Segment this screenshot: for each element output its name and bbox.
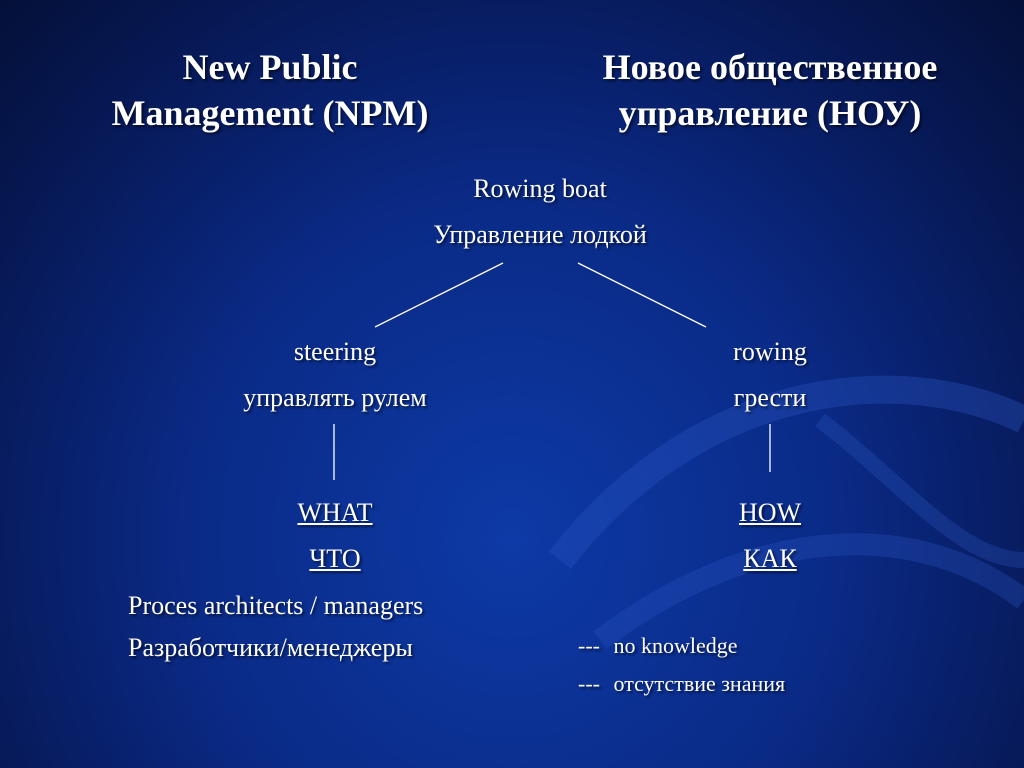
right-label-en: rowing: [733, 337, 807, 366]
connector-root-left: [375, 263, 503, 327]
left-label-ru: управлять рулем: [243, 383, 427, 412]
right-node: [670, 329, 870, 421]
right-note-2-dash: ---: [578, 671, 600, 696]
title-left-line1: New Public: [182, 47, 358, 87]
left-notes: [128, 585, 423, 669]
how-label: HOW: [738, 498, 802, 527]
right-note-1-dash: ---: [578, 633, 600, 658]
right-label-ru: грести: [733, 383, 807, 412]
root-label-ru: Управление лодкой: [433, 220, 647, 249]
title-right-line2: управление (НОУ): [618, 93, 922, 133]
right-note-2: [578, 665, 785, 703]
kak-label: КАК: [743, 544, 797, 573]
left-node: [185, 329, 485, 421]
title-left-line2: Management (NPM): [111, 93, 429, 133]
connector-root-right: [578, 263, 706, 327]
left-question: [235, 490, 435, 582]
right-notes: [578, 627, 785, 703]
right-note-1: [578, 627, 785, 665]
chto-label: ЧТО: [309, 544, 361, 573]
right-note-1-text: no knowledge: [613, 633, 738, 658]
right-question: [670, 490, 870, 582]
title-right-line1: Новое общественное: [602, 47, 938, 87]
right-note-2-text: отсутствие знания: [613, 671, 786, 696]
left-note-line2: Разработчики/менеджеры: [128, 633, 413, 662]
root-label-en: Rowing boat: [473, 174, 607, 203]
left-note-line1: Proces architects / managers: [128, 591, 424, 620]
left-label-en: steering: [293, 337, 377, 366]
what-label: WHAT: [297, 498, 373, 527]
